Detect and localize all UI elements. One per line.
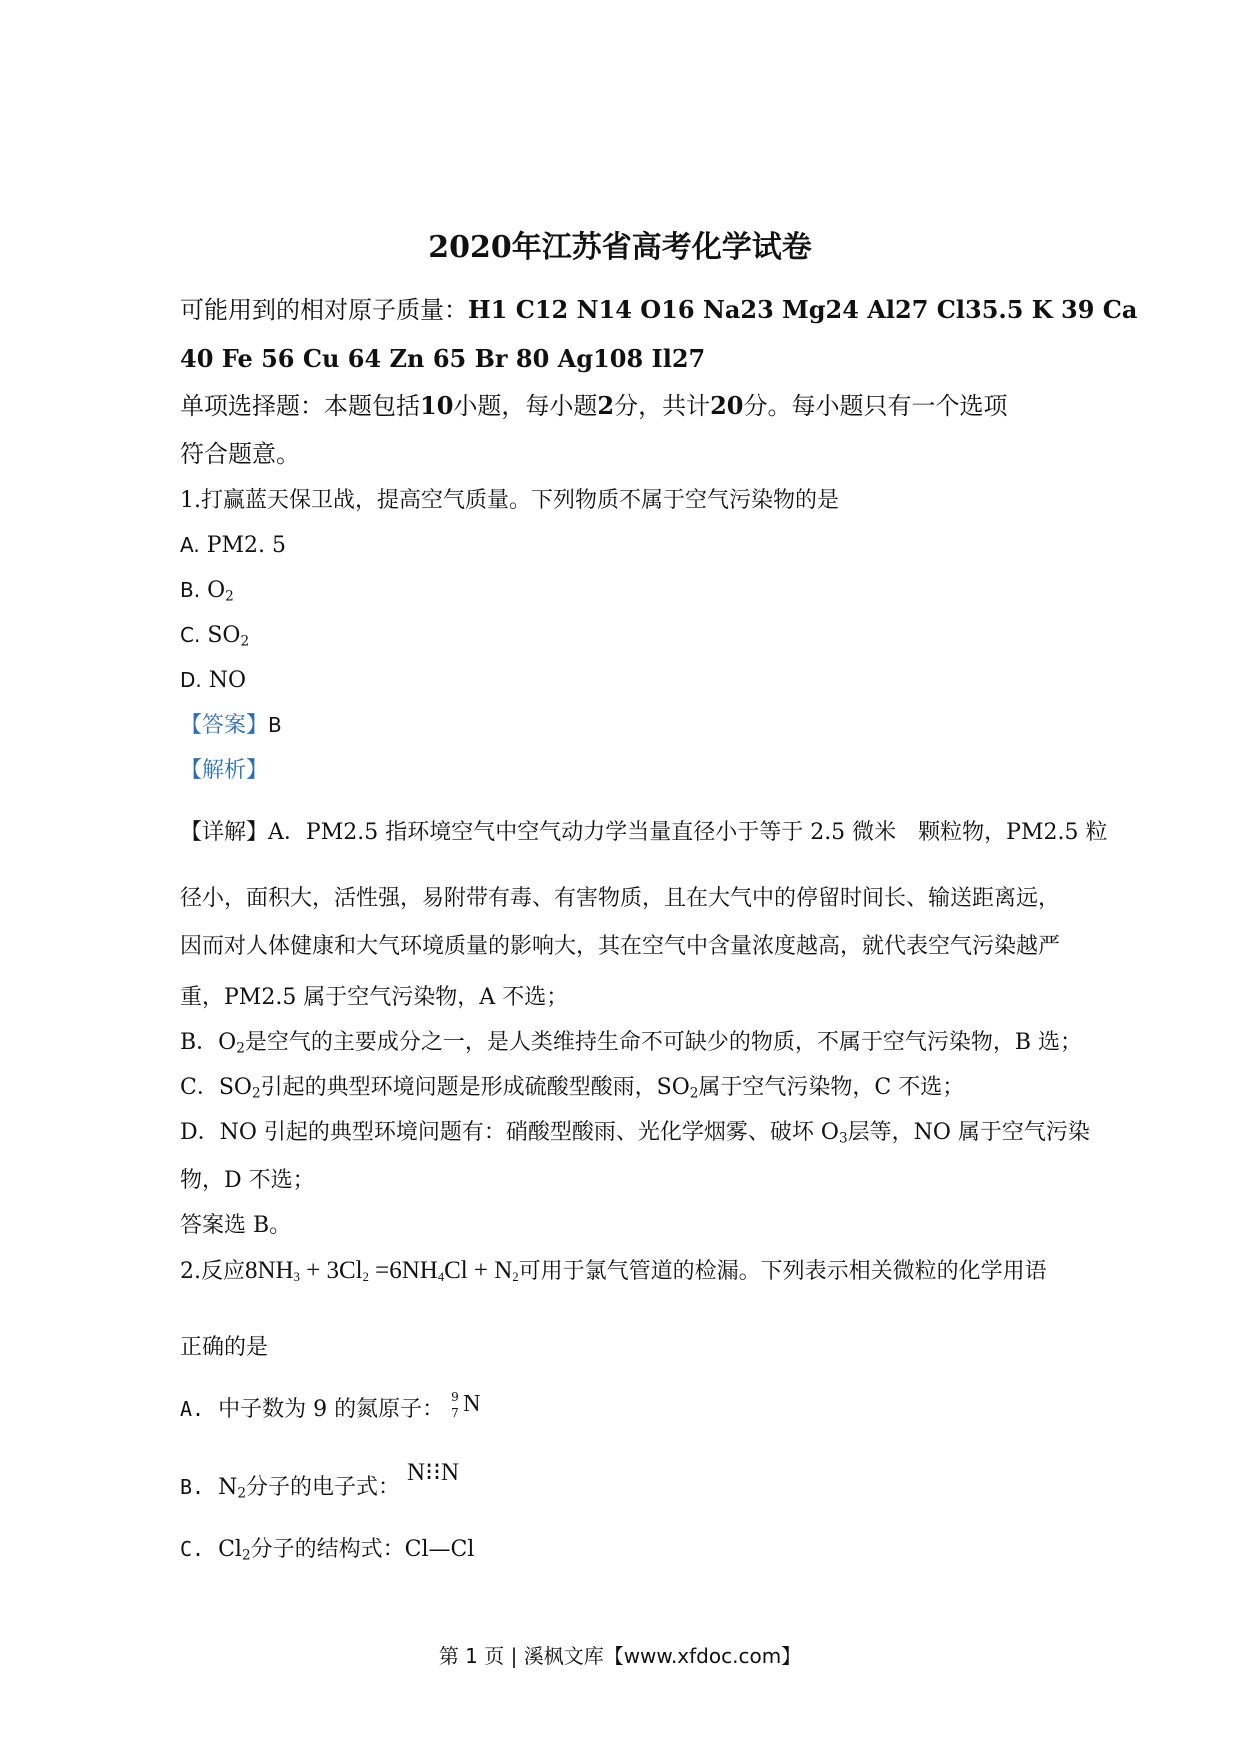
- page-title: 2020年江苏省高考化学试卷: [428, 230, 812, 265]
- option-letter: A.: [180, 1397, 205, 1421]
- structural-formula: Cl—Cl: [404, 1537, 475, 1562]
- detail-text: C．SO: [180, 1075, 252, 1100]
- section-count: 10: [420, 391, 454, 420]
- page-footer: 第 1 页 | 溪枫文库【www.xfdoc.com】: [438, 1644, 802, 1668]
- formula-part: Cl + N: [444, 1257, 513, 1284]
- detail-text: B．O: [180, 1030, 237, 1055]
- option-text: PM2. 5: [206, 533, 286, 558]
- detail-text: D．NO 引起的典型环境问题有：硝酸型酸雨、光化学烟雾、破坏 O: [180, 1120, 839, 1145]
- option-letter: B.: [180, 1475, 205, 1499]
- q2-option-a: [180, 1390, 499, 1430]
- atomic-mass-line-1: [180, 296, 1137, 325]
- section-text-3: 分，共计: [614, 392, 711, 420]
- detail-text: 引起的典型环境问题是形成硫酸型酸雨，SO: [260, 1075, 690, 1100]
- section-heading-line-2: 符合题意。: [180, 440, 300, 468]
- detail-subscript: 3: [838, 1130, 848, 1147]
- reaction-formula: [245, 1257, 519, 1284]
- section-heading: [180, 392, 1008, 421]
- detail-subscript: 2: [236, 1040, 245, 1057]
- section-text-1: 单项选择题：本题包括: [180, 392, 420, 420]
- formula-part: 8NH: [245, 1257, 294, 1284]
- option-subscript: 2: [240, 633, 250, 650]
- section-text-2: 小题，每小题: [453, 392, 598, 420]
- electron-formula: N⁝⁝N: [407, 1459, 460, 1486]
- section-points-each: 2: [597, 391, 615, 420]
- question-1-stem: 1.打赢蓝天保卫战，提高空气质量。下列物质不属于空气污染物的是: [180, 488, 839, 513]
- q1-detail-d-line-2: 物，D 不选；: [180, 1168, 315, 1193]
- q1-answer: [180, 713, 282, 739]
- atomic-mass-line-2: 40 Fe 56 Cu 64 Zn 65 Br 80 Ag108 Il27: [180, 344, 706, 373]
- option-text: O: [207, 578, 226, 603]
- q1-detail-line-1: 【详解】A．PM2.5 指环境空气中空气动力学当量直径小于等于 2.5 微米 颗粒物，PM2.5 粒: [180, 820, 1108, 845]
- formula-subscript: 2: [362, 1270, 369, 1285]
- option-subscript: 2: [237, 1485, 247, 1502]
- q1-option-a: [180, 533, 286, 559]
- q1-final-answer: 答案选 B。: [180, 1213, 292, 1238]
- section-points-total: 20: [710, 391, 744, 420]
- q1-detail-line-4: 重，PM2.5 属于空气污染物，A 不选；: [180, 985, 569, 1010]
- nitrogen-isotope-symbol: [451, 1390, 499, 1430]
- option-letter: D.: [180, 668, 202, 692]
- option-text: NO: [208, 668, 247, 693]
- q1-option-c: [180, 623, 249, 650]
- answer-label: 【答案】: [180, 713, 269, 738]
- option-text: 中子数为 9 的氮原子：: [218, 1397, 445, 1422]
- q1-detail-line-3: 因而对人体健康和大气环境质量的影响大，其在空气中含量浓度越高，就代表空气污染越严: [180, 934, 1061, 959]
- option-letter: B.: [180, 578, 201, 602]
- option-letter: A.: [180, 533, 200, 557]
- option-text: 分子的结构式：: [250, 1537, 405, 1562]
- atomic-number: 7: [451, 1406, 459, 1420]
- question-2-stem-line-2: 正确的是: [180, 1335, 269, 1360]
- formula-subscript: 2: [512, 1270, 519, 1285]
- formula-part: + 3Cl: [299, 1257, 363, 1284]
- detail-subscript: 2: [689, 1085, 699, 1102]
- detail-subscript: 2: [251, 1085, 261, 1102]
- detail-text: 是空气的主要成分之一，是人类维持生命不可缺少的物质，不属于空气污染物，B 选；: [244, 1030, 1083, 1055]
- option-letter: C.: [180, 623, 201, 647]
- question-2-stem: [180, 1256, 1047, 1286]
- detail-text: 层等，NO 属于空气污染: [847, 1120, 1090, 1145]
- answer-value: B: [268, 713, 282, 737]
- q1-option-b: [180, 578, 234, 605]
- option-subscript: 2: [225, 588, 234, 605]
- atomic-mass-label: 可能用到的相对原子质量：: [180, 296, 468, 324]
- element-symbol: N: [463, 1391, 481, 1417]
- formula-part: =6NH: [368, 1257, 438, 1284]
- q1-detail-d: [180, 1120, 1090, 1147]
- detail-text: 属于空气污染物，C 不选；: [698, 1075, 965, 1100]
- q1-analysis-label: 【解析】: [180, 758, 269, 783]
- option-text: Cl: [218, 1537, 242, 1562]
- stem-text: 可用于氯气管道的检漏。下列表示相关微粒的化学用语: [518, 1259, 1047, 1284]
- option-letter: C.: [180, 1537, 205, 1561]
- q1-detail-c: [180, 1075, 964, 1102]
- option-text: N: [218, 1475, 238, 1500]
- option-subscript: 2: [241, 1547, 251, 1564]
- q2-option-b: [180, 1459, 460, 1502]
- q1-option-d: [180, 668, 246, 694]
- option-text: 分子的电子式：: [246, 1475, 401, 1500]
- q1-detail-b: [180, 1030, 1082, 1057]
- atomic-mass-values-1: H1 C12 N14 O16 Na23 Mg24 Al27 Cl35.5 K 39 Ca: [468, 295, 1138, 324]
- q1-detail-line-2: 径小，面积大，活性强，易附带有毒、有害物质，且在大气中的停留时间长、输送距离远，: [180, 886, 1061, 911]
- stem-text: 2.反应: [180, 1259, 245, 1284]
- formula-subscript: 3: [293, 1270, 300, 1285]
- q2-option-c: [180, 1537, 474, 1564]
- formula-subscript: 4: [437, 1270, 445, 1285]
- section-text-4: 分。每小题只有一个选项: [743, 392, 1008, 420]
- option-text: SO: [207, 623, 241, 648]
- mass-number: 9: [451, 1390, 459, 1404]
